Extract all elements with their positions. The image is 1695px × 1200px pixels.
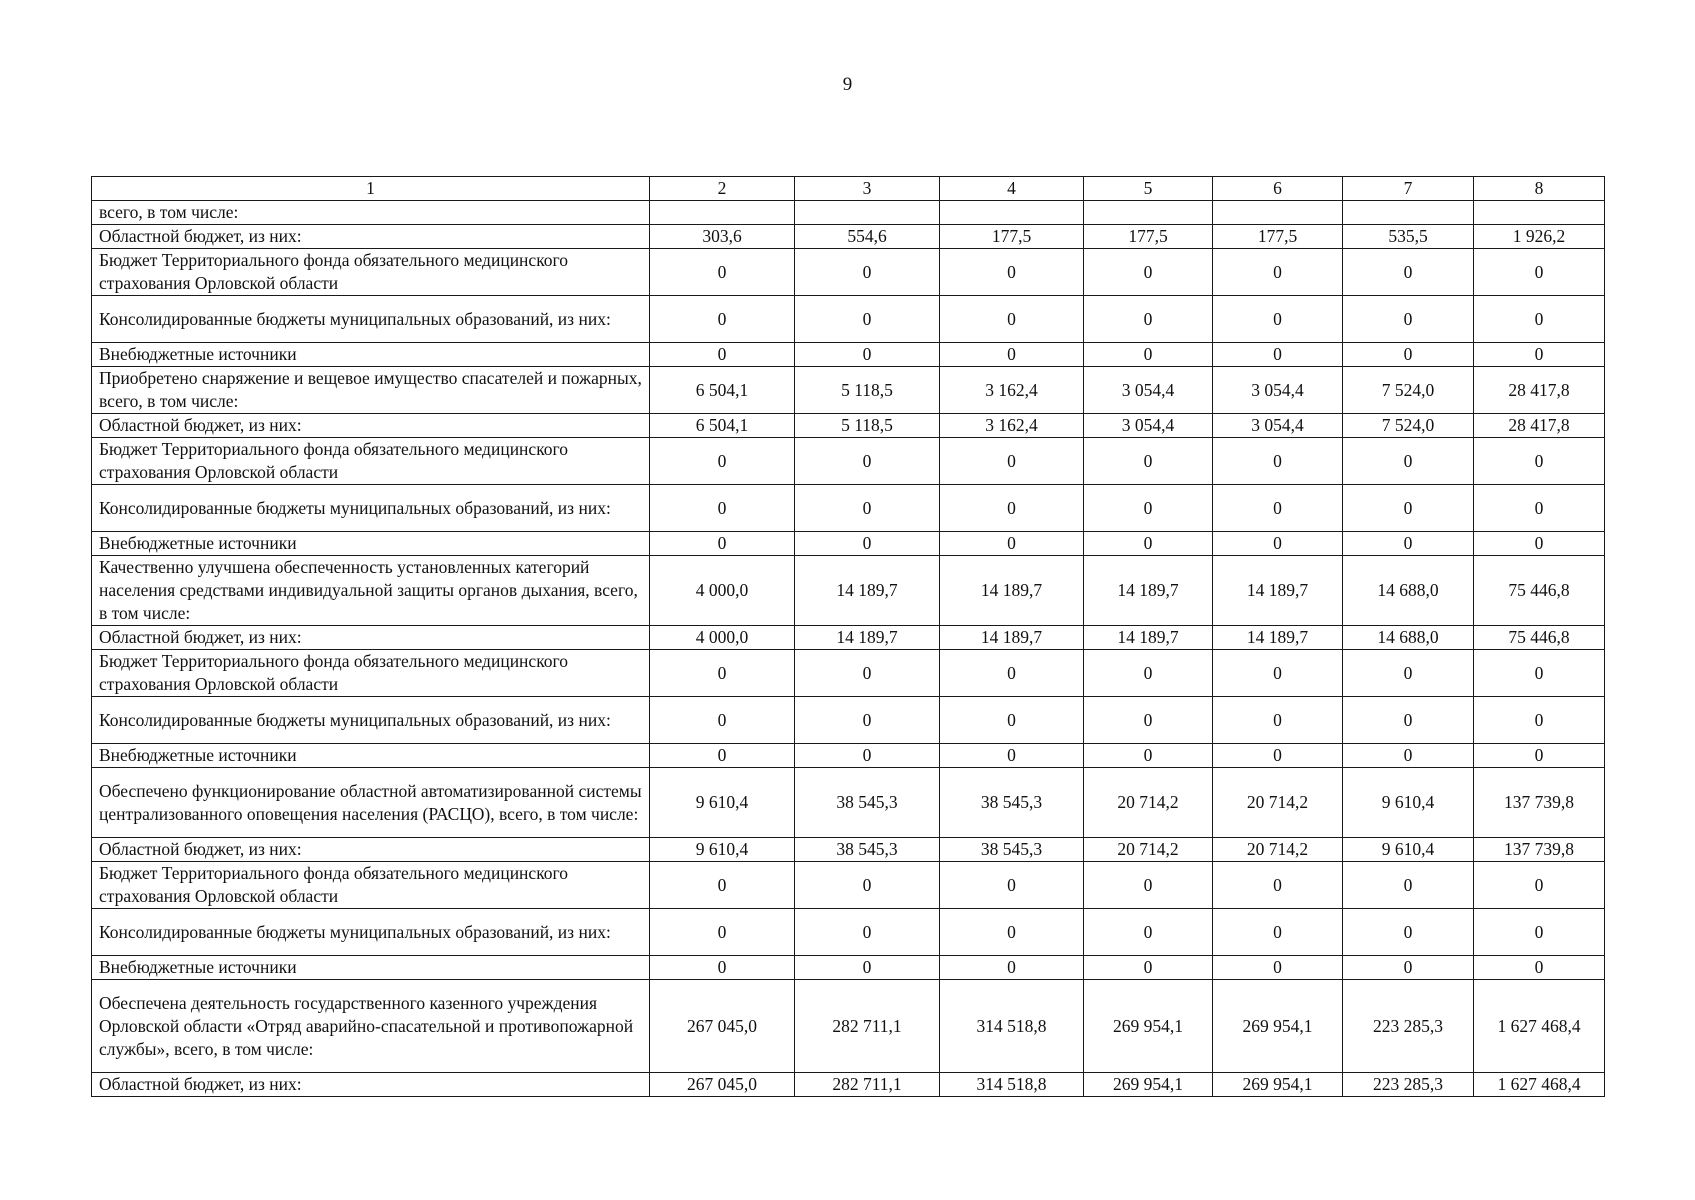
value-cell: 0	[795, 650, 940, 697]
column-header: 2	[650, 177, 795, 201]
column-header: 4	[940, 177, 1084, 201]
table-row	[92, 438, 1605, 485]
value-cell	[1213, 201, 1343, 225]
value-cell: 9 610,4	[650, 768, 795, 838]
value-cell: 0	[1343, 343, 1474, 367]
row-label: Консолидированные бюджеты муниципальных образований, из них:	[92, 909, 650, 956]
value-cell: 0	[1084, 438, 1213, 485]
row-label: Качественно улучшена обеспеченность установленных категорий населения средствами индивидуальной защиты органов дыхания, всего, в том числе:	[92, 556, 650, 626]
value-cell: 0	[650, 438, 795, 485]
column-header: 5	[1084, 177, 1213, 201]
value-cell: 0	[1213, 438, 1343, 485]
value-cell: 0	[795, 485, 940, 532]
row-label: Областной бюджет, из них:	[92, 1073, 650, 1097]
row-label: всего, в том числе:	[92, 201, 650, 225]
value-cell: 0	[1084, 650, 1213, 697]
value-cell: 0	[650, 296, 795, 343]
value-cell: 0	[940, 956, 1084, 980]
value-cell: 223 285,3	[1343, 1073, 1474, 1097]
value-cell: 0	[795, 532, 940, 556]
value-cell	[940, 201, 1084, 225]
row-label: Бюджет Территориального фонда обязательного медицинского страхования Орловской области	[92, 249, 650, 296]
value-cell: 0	[1343, 296, 1474, 343]
table-row	[92, 367, 1605, 414]
value-cell: 314 518,8	[940, 1073, 1084, 1097]
value-cell: 0	[650, 862, 795, 909]
value-cell: 20 714,2	[1084, 768, 1213, 838]
value-cell: 14 688,0	[1343, 626, 1474, 650]
value-cell: 535,5	[1343, 225, 1474, 249]
value-cell: 3 162,4	[940, 414, 1084, 438]
table-row	[92, 343, 1605, 367]
value-cell: 0	[650, 650, 795, 697]
row-label: Внебюджетные источники	[92, 744, 650, 768]
value-cell: 0	[1213, 650, 1343, 697]
value-cell: 1 926,2	[1474, 225, 1605, 249]
row-label: Областной бюджет, из них:	[92, 838, 650, 862]
table-row	[92, 532, 1605, 556]
value-cell: 0	[650, 249, 795, 296]
value-cell: 0	[1343, 862, 1474, 909]
value-cell: 0	[1084, 909, 1213, 956]
value-cell: 0	[940, 485, 1084, 532]
value-cell: 0	[940, 650, 1084, 697]
column-header: 3	[795, 177, 940, 201]
value-cell: 0	[1474, 744, 1605, 768]
column-header: 8	[1474, 177, 1605, 201]
row-label: Приобретено снаряжение и вещевое имущество спасателей и пожарных, всего, в том числе:	[92, 367, 650, 414]
value-cell: 0	[1213, 697, 1343, 744]
value-cell: 75 446,8	[1474, 556, 1605, 626]
value-cell: 7 524,0	[1343, 367, 1474, 414]
table-row	[92, 650, 1605, 697]
value-cell: 0	[1084, 956, 1213, 980]
table-row	[92, 414, 1605, 438]
value-cell: 1 627 468,4	[1474, 980, 1605, 1073]
value-cell: 0	[795, 438, 940, 485]
value-cell: 9 610,4	[650, 838, 795, 862]
value-cell: 137 739,8	[1474, 838, 1605, 862]
value-cell: 0	[1084, 532, 1213, 556]
value-cell: 3 162,4	[940, 367, 1084, 414]
value-cell: 0	[1084, 744, 1213, 768]
value-cell: 0	[940, 438, 1084, 485]
value-cell: 14 189,7	[940, 556, 1084, 626]
value-cell: 38 545,3	[795, 768, 940, 838]
value-cell: 20 714,2	[1084, 838, 1213, 862]
value-cell: 137 739,8	[1474, 768, 1605, 838]
value-cell: 0	[795, 956, 940, 980]
value-cell: 0	[940, 862, 1084, 909]
value-cell: 7 524,0	[1343, 414, 1474, 438]
value-cell: 223 285,3	[1343, 980, 1474, 1073]
value-cell: 14 688,0	[1343, 556, 1474, 626]
value-cell: 0	[1084, 343, 1213, 367]
value-cell: 0	[1213, 532, 1343, 556]
column-header: 6	[1213, 177, 1343, 201]
value-cell: 0	[940, 296, 1084, 343]
value-cell: 0	[795, 744, 940, 768]
table-row	[92, 485, 1605, 532]
table-row	[92, 862, 1605, 909]
table-row	[92, 1073, 1605, 1097]
value-cell: 0	[1343, 744, 1474, 768]
value-cell: 0	[1474, 343, 1605, 367]
table-row	[92, 556, 1605, 626]
row-label: Областной бюджет, из них:	[92, 225, 650, 249]
row-label: Обеспечена деятельность государственного казенного учреждения Орловской области «Отряд аварийно-спасательной и противопожарной службы», всего, в том числе:	[92, 980, 650, 1073]
value-cell: 0	[1343, 956, 1474, 980]
row-label: Бюджет Территориального фонда обязательного медицинского страхования Орловской области	[92, 438, 650, 485]
value-cell: 314 518,8	[940, 980, 1084, 1073]
value-cell: 0	[1084, 485, 1213, 532]
row-label: Бюджет Территориального фонда обязательного медицинского страхования Орловской области	[92, 650, 650, 697]
value-cell: 0	[650, 956, 795, 980]
row-label: Областной бюджет, из них:	[92, 626, 650, 650]
value-cell: 269 954,1	[1213, 1073, 1343, 1097]
value-cell: 14 189,7	[795, 626, 940, 650]
value-cell: 0	[1474, 697, 1605, 744]
value-cell: 0	[650, 532, 795, 556]
value-cell: 9 610,4	[1343, 768, 1474, 838]
value-cell: 303,6	[650, 225, 795, 249]
value-cell: 5 118,5	[795, 367, 940, 414]
value-cell: 0	[1213, 485, 1343, 532]
value-cell: 0	[1213, 343, 1343, 367]
value-cell: 0	[1474, 650, 1605, 697]
value-cell: 0	[795, 862, 940, 909]
value-cell	[1474, 201, 1605, 225]
table-header-row	[92, 177, 1605, 201]
value-cell: 0	[1474, 249, 1605, 296]
value-cell: 14 189,7	[795, 556, 940, 626]
row-label: Консолидированные бюджеты муниципальных образований, из них:	[92, 296, 650, 343]
value-cell: 0	[940, 744, 1084, 768]
value-cell: 0	[1213, 249, 1343, 296]
value-cell: 0	[795, 909, 940, 956]
value-cell: 20 714,2	[1213, 768, 1343, 838]
value-cell: 269 954,1	[1213, 980, 1343, 1073]
value-cell: 0	[1343, 909, 1474, 956]
value-cell: 14 189,7	[1084, 556, 1213, 626]
value-cell: 0	[1474, 438, 1605, 485]
value-cell: 0	[940, 697, 1084, 744]
value-cell: 0	[650, 744, 795, 768]
row-label: Обеспечено функционирование областной автоматизированной системы централизованного оповещения населения (РАСЦО), всего, в том числе:	[92, 768, 650, 838]
value-cell: 28 417,8	[1474, 414, 1605, 438]
value-cell: 0	[1343, 485, 1474, 532]
value-cell: 4 000,0	[650, 556, 795, 626]
value-cell: 0	[1213, 909, 1343, 956]
value-cell: 0	[1343, 249, 1474, 296]
value-cell: 9 610,4	[1343, 838, 1474, 862]
value-cell: 14 189,7	[940, 626, 1084, 650]
value-cell: 0	[795, 249, 940, 296]
value-cell: 0	[1474, 956, 1605, 980]
value-cell: 0	[650, 343, 795, 367]
value-cell: 14 189,7	[1213, 626, 1343, 650]
table-row	[92, 249, 1605, 296]
value-cell: 554,6	[795, 225, 940, 249]
value-cell: 0	[1213, 956, 1343, 980]
value-cell: 38 545,3	[940, 768, 1084, 838]
value-cell: 3 054,4	[1213, 367, 1343, 414]
value-cell: 14 189,7	[1213, 556, 1343, 626]
value-cell: 0	[795, 343, 940, 367]
row-label: Внебюджетные источники	[92, 956, 650, 980]
value-cell: 267 045,0	[650, 980, 795, 1073]
table-row	[92, 768, 1605, 838]
value-cell: 0	[1343, 697, 1474, 744]
table-row	[92, 626, 1605, 650]
value-cell: 28 417,8	[1474, 367, 1605, 414]
value-cell: 0	[940, 532, 1084, 556]
value-cell: 269 954,1	[1084, 980, 1213, 1073]
value-cell: 1 627 468,4	[1474, 1073, 1605, 1097]
value-cell: 14 189,7	[1084, 626, 1213, 650]
value-cell: 0	[1343, 438, 1474, 485]
value-cell: 0	[940, 909, 1084, 956]
value-cell: 0	[940, 343, 1084, 367]
value-cell	[650, 201, 795, 225]
value-cell: 75 446,8	[1474, 626, 1605, 650]
table-row	[92, 296, 1605, 343]
value-cell: 6 504,1	[650, 414, 795, 438]
row-label: Внебюджетные источники	[92, 532, 650, 556]
table-row	[92, 838, 1605, 862]
value-cell: 282 711,1	[795, 980, 940, 1073]
value-cell: 0	[1474, 862, 1605, 909]
value-cell: 177,5	[940, 225, 1084, 249]
value-cell	[1343, 201, 1474, 225]
value-cell: 0	[1084, 697, 1213, 744]
value-cell: 0	[795, 296, 940, 343]
table-row	[92, 909, 1605, 956]
row-label: Бюджет Территориального фонда обязательного медицинского страхования Орловской области	[92, 862, 650, 909]
value-cell: 0	[1474, 485, 1605, 532]
value-cell: 5 118,5	[795, 414, 940, 438]
value-cell: 269 954,1	[1084, 1073, 1213, 1097]
value-cell: 177,5	[1084, 225, 1213, 249]
value-cell: 38 545,3	[795, 838, 940, 862]
value-cell: 0	[650, 909, 795, 956]
table-row	[92, 697, 1605, 744]
value-cell: 0	[1084, 862, 1213, 909]
value-cell: 0	[795, 697, 940, 744]
value-cell: 0	[1213, 744, 1343, 768]
page-number: 9	[842, 74, 853, 95]
value-cell: 0	[1084, 249, 1213, 296]
table-row	[92, 201, 1605, 225]
value-cell: 0	[1084, 296, 1213, 343]
value-cell	[1084, 201, 1213, 225]
value-cell: 20 714,2	[1213, 838, 1343, 862]
row-label: Консолидированные бюджеты муниципальных образований, из них:	[92, 485, 650, 532]
value-cell: 0	[940, 249, 1084, 296]
value-cell: 0	[1474, 909, 1605, 956]
table-row	[92, 956, 1605, 980]
value-cell: 177,5	[1213, 225, 1343, 249]
value-cell: 0	[650, 485, 795, 532]
value-cell: 0	[1213, 296, 1343, 343]
value-cell: 6 504,1	[650, 367, 795, 414]
value-cell	[795, 201, 940, 225]
value-cell: 282 711,1	[795, 1073, 940, 1097]
row-label: Областной бюджет, из них:	[92, 414, 650, 438]
value-cell: 0	[1213, 862, 1343, 909]
value-cell: 0	[1474, 532, 1605, 556]
value-cell: 3 054,4	[1084, 367, 1213, 414]
column-header: 7	[1343, 177, 1474, 201]
row-label: Внебюджетные источники	[92, 343, 650, 367]
value-cell: 267 045,0	[650, 1073, 795, 1097]
value-cell: 38 545,3	[940, 838, 1084, 862]
value-cell: 0	[650, 697, 795, 744]
column-header: 1	[92, 177, 650, 201]
value-cell: 0	[1343, 650, 1474, 697]
budget-table	[91, 176, 1605, 1097]
value-cell: 4 000,0	[650, 626, 795, 650]
table-row	[92, 980, 1605, 1073]
table-row	[92, 744, 1605, 768]
table-row	[92, 225, 1605, 249]
value-cell: 0	[1343, 532, 1474, 556]
value-cell: 3 054,4	[1084, 414, 1213, 438]
value-cell: 3 054,4	[1213, 414, 1343, 438]
value-cell: 0	[1474, 296, 1605, 343]
row-label: Консолидированные бюджеты муниципальных образований, из них:	[92, 697, 650, 744]
